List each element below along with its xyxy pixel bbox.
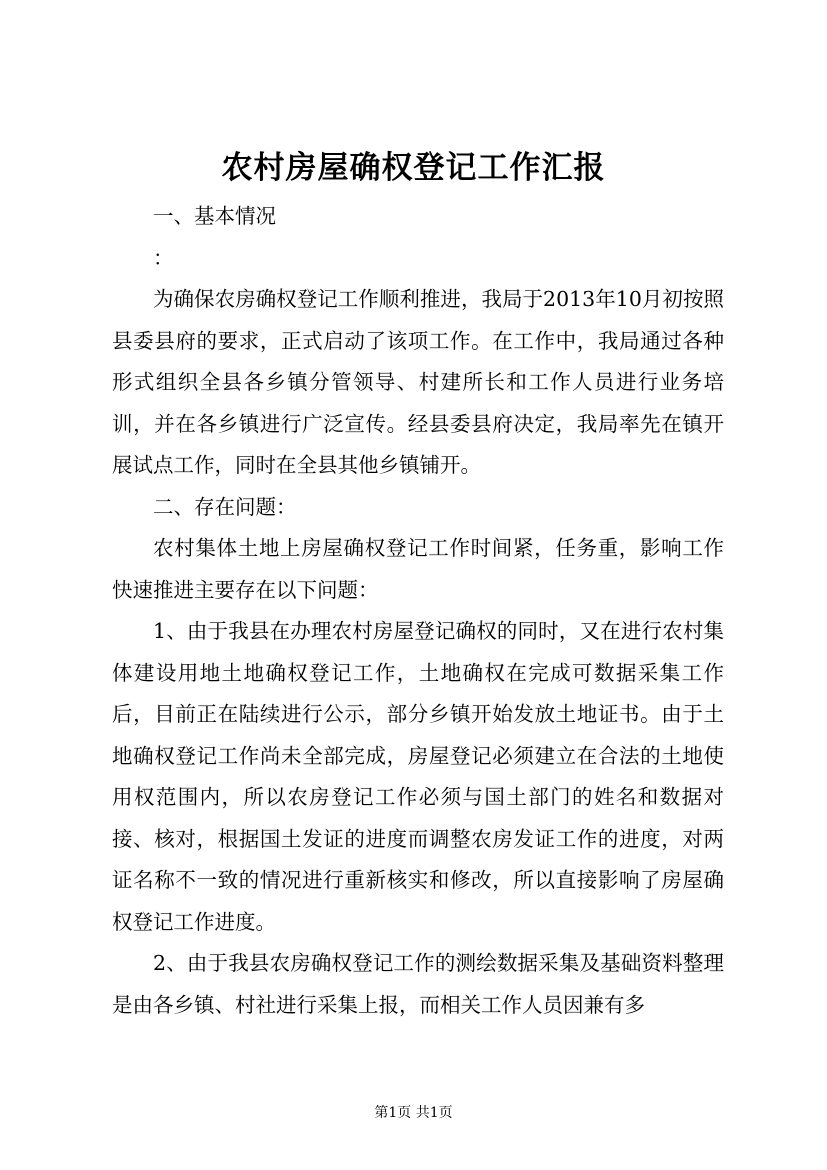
- paragraph-intro: 为确保农房确权登记工作顺利推进，我局于2013年10月初按照县委县府的要求，正式启动了该项工作。在工作中，我局通过各种形式组织全县各乡镇分管领导、村建所长和工作人员进行业务培训，并在各乡镇进行广泛宣传。经县委县府决定，我局率先在镇开展试点工作，同时在全县其他乡镇铺开。: [112, 287, 724, 477]
- document-title: 农村房屋确权登记工作汇报: [221, 150, 606, 186]
- document-body: [112, 196, 724, 1026]
- section-heading-basic-situation: 一、基本情况: [153, 204, 276, 228]
- page-footer: 第1页 共1页: [374, 1105, 453, 1121]
- section-heading-problems: 二、存在问题：: [153, 494, 297, 519]
- paragraph-problem-2: 2、由于我县农房确权登记工作的测绘数据采集及基础资料整理是由各乡镇、村社进行采集上报，而相关工作人员因兼有多: [112, 951, 724, 1017]
- paragraph-colon: ：: [153, 245, 174, 270]
- paragraph-problem-1: 1、由于我县在办理农村房屋登记确权的同时，又在进行农村集体建设用地土地确权登记工作，土地确权在完成可数据采集工作后，目前正在陆续进行公示，部分乡镇开始发放土地证书。由于土地确权登记工作尚未全部完成，房屋登记必须建立在合法的土地使用权范围内，所以农房登记工作必须与国土部门的姓名和数据对接、核对，根据国土发证的进度而调整农房发证工作的进度，对两证名称不一致的情况进行重新核实和修改，所以直接影响了房屋确权登记工作进度。: [112, 619, 724, 934]
- paragraph-problems-summary: 农村集体土地上房屋确权登记工作时间紧，任务重，影响工作快速推进主要存在以下问题：: [112, 536, 724, 602]
